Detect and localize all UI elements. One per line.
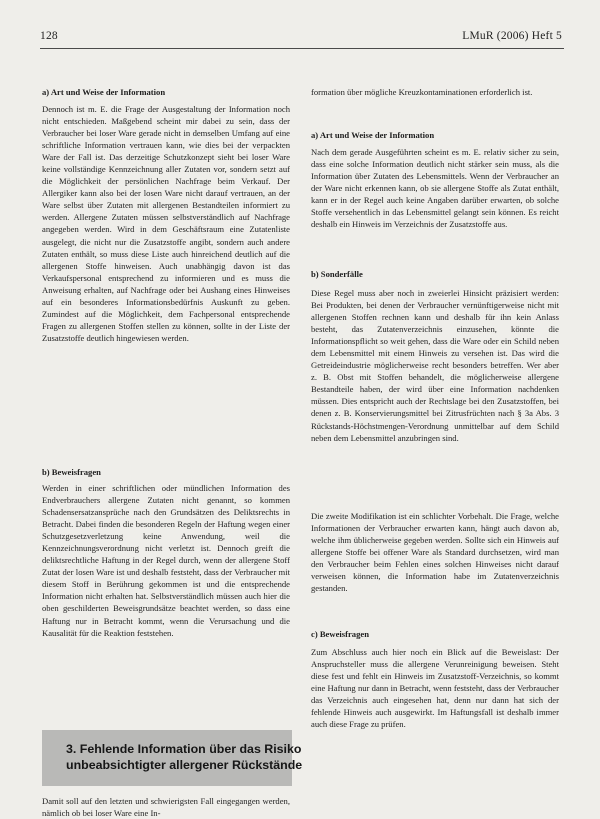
- body-paragraph: Die zweite Modifikation ist ein schlichter Vorbehalt. Die Frage, welche Informationen der Verbraucher erwarten kann, hängt auch davon ab, welche ihm üblicherweise gegeben werden. Sollte sich ein Hinweis auf allergene Stoffe bei offener Ware als Standard durchsetzen, wird man den Verbraucher beim Fehlen eines solchen Hinweises nicht darauf verweisen können, die Information habe im Zutatenverzeichnis gestanden.: [311, 511, 559, 594]
- body-paragraph: Zum Abschluss auch hier noch ein Blick auf die Beweislast: Der Anspruchsteller muss die allergene Verunreinigung beweisen. Steht diese fest und fehlt ein Hinweis im Zusatzstoff-Verzeichnis, so kommt eine Haftung nur dann in Betracht, wenn feststeht, dass der Verbraucher das Verzeichnis auch eingesehen hat, denn nur dann hat sich der fehlende Hinweis auch ausgewirkt. Im Haftungsfall ist deshalb immer auch diese Frage zu prüfen.: [311, 647, 559, 730]
- section-heading: a) Art und Weise der Information: [311, 130, 435, 140]
- body-paragraph: Diese Regel muss aber noch in zweierlei Hinsicht präzisiert werden: Bei Produkten, bei denen der Verbraucher vernünftigerweise nicht mit allergenen Stoffen rechnen kann und deshalb für ihn kein Anlass besteht, das Zutatenverzeichnis einzusehen, könnte die Informationspflicht so weit gehen, dass die Ware oder ein Schild neben dem Lebensmittel mit einem Hinweis zu versehen ist. Das wird die Getreideindustrie möglicherweise recht besonders betreffen. Wer aber z. B. Obst mit Stoffen behandelt, die möglicherweise allergene Bestandteile haben, der wird über eine Information nachdenken müssen. Dies entspricht auch der Rechtslage bei den Zusatzstoffen, bei denen z. B. Konservierungsmittel bei Zitrusfrüchten nach § 3a Abs. 3 Rückstands-Höchstmengen-Verordnung unmittelbar auf dem Schild neben dem Lebensmittel anzubringen sind.: [311, 288, 559, 443]
- callout-heading-line-2: unbeabsichtigter allergener Rückstände: [66, 758, 303, 772]
- section-heading: a) Art und Weise der Information: [42, 87, 166, 97]
- body-paragraph: Nach dem gerade Ausgeführten scheint es m. E. relativ sicher zu sein, dass eine solche Information deutlich nicht stärker sein muss, als die Information über Zutaten des Lebensmittels. Wenn der Verbraucher an der Ware nicht erkennen kann, ob sie allergene Stoffe als Zutat enthält, kann er in der Regel auch keine Angaben darüber erwarten, ob solche Stoffe versehentlich in das Lebensmittel gelangt sein können. Es reicht deshalb ein Hinweis im Verzeichnis der Zusatzstoffe aus.: [311, 147, 559, 230]
- page-number: 128: [40, 30, 58, 42]
- callout-heading-line-1: 3. Fehlende Information über das Risiko: [66, 742, 302, 756]
- section-heading: c) Beweisfragen: [311, 629, 369, 639]
- section-heading-box: [42, 730, 303, 786]
- running-header: [40, 30, 562, 46]
- journal-reference: LMuR (2006) Heft 5: [462, 30, 562, 42]
- body-paragraph: Dennoch ist m. E. die Frage der Ausgestaltung der Information noch nicht entschieden. Maßgebend scheint mir dabei zu sein, dass der Verbraucher bei loser Ware gerade nicht in demselben Umfang auf eine schriftliche Information vertrauen kann, wie dies bei der verpackten Ware der Fall ist. Das derzeitige Schutzkonzept sieht bei loser Ware keine vollständige Kennzeichnung aller Zutaten vor, sondern setzt auf die Möglichkeit der persönlichen Nachfrage beim Verkauf. Der Allergiker kann also bei der losen Ware nicht darauf vertrauen, an der Ware selbst über Zutaten mit allergenen Bestandteilen informiert zu werden. Allergene Zutaten müssen selbstverständlich auf Nachfrage angegeben werden. Wird in dem Geschäftsraum eine Zutatenliste ausgelegt, die nicht nur die Zusatzstoffe angibt, sondern auch andere Zutaten enthält, so muss diese Liste auch hinreichend deutlich auf die allergenen Stoffe hinweisen. Auch unabhängig davon ist das Verkaufspersonal entsprechend zu informieren und es muss die Anweisung erhalten, auf Nachfrage oder bei Aushang eines Hinweises auf ein besonderes Informationsbedürfnis Auskunft zu geben. Zumindest auf die Möglichkeit, dem Fachpersonal entsprechende Fragen zu allergenen Stoffen stellen zu können, sollte in der Liste der Zusatzstoffe deutlich hingewiesen werden.: [42, 104, 290, 343]
- section-heading: b) Beweisfragen: [42, 467, 101, 477]
- body-paragraph: Werden in einer schriftlichen oder mündlichen Information des Endverbrauchers allergene Zutaten nicht genannt, so kommen Schadensersatzansprüche nach den Grundsätzen des Deliktsrechts in Betracht. Dabei finden die besonderen Regeln der Haftung wegen einer Schutzgesetzverletzung keine Anwendung, weil die Kennzeichnungsverordnung nicht verletzt ist. Dennoch greift die deliktsrechtliche Haftung in der Regel durch, wenn der allergene Stoff Zutat der losen Ware ist und deshalb feststeht, dass der Verbraucher mit diesem Stoff in Berührung gekommen ist und die entsprechende Information nicht erhalten hat. Selbstverständlich müssen auch hier die oben geschilderten Beweisgrundsätze beachtet werden, so dass eine Haftung nur in Betracht kommt, wenn die Verursachung und die Kausalität für die Reaktion feststehen.: [42, 483, 290, 638]
- section-heading: b) Sonderfälle: [311, 269, 363, 279]
- body-paragraph: Damit soll auf den letzten und schwierigsten Fall eingegangen werden, nämlich ob bei loser Ware eine In-: [42, 796, 290, 819]
- header-rule: [40, 48, 564, 49]
- body-paragraph: formation über mögliche Kreuzkontaminationen erforderlich ist.: [311, 87, 533, 97]
